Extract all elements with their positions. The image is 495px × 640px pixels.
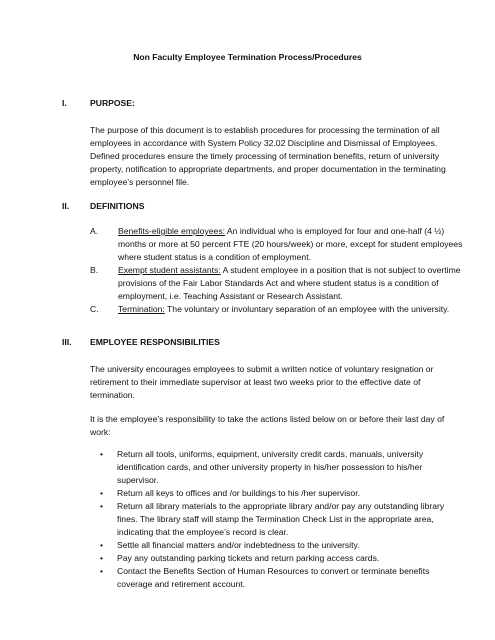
section-title: EMPLOYEE RESPONSIBILITIES <box>90 337 220 347</box>
section-number: I. <box>62 98 67 108</box>
list-item <box>100 552 465 565</box>
definition-marker: B. <box>90 265 99 275</box>
definition-marker: A. <box>90 226 99 236</box>
definition-marker: C. <box>90 304 99 314</box>
list-item <box>100 487 465 500</box>
definition-term: Benefits-eligible employees: <box>118 226 226 236</box>
section-definitions-heading <box>62 200 144 213</box>
list-item-text: Return all tools, uniforms, equipment, university credit cards, manuals, university identification cards, and other university property in his/her possession to his/her supervisor. <box>117 449 424 485</box>
section-title: DEFINITIONS <box>90 201 145 211</box>
definition-item <box>90 225 465 264</box>
bullet-icon: • <box>100 449 104 459</box>
list-item-text: Settle all financial matters and/or indebtedness to the university. <box>117 540 360 550</box>
section-number: III. <box>62 337 72 347</box>
definition-item <box>90 303 465 316</box>
definition-text: An individual who is employed for four and one-half (4 ½) months or more at 50 percent FTE (20 hours/week) or more, except for student employees where student status is a condition of employment. <box>118 226 463 262</box>
section-purpose-heading <box>62 97 135 110</box>
list-item <box>100 565 465 591</box>
definition-term: Termination: <box>118 304 165 314</box>
section-number: II. <box>62 201 70 211</box>
definition-term: Exempt student assistants: <box>118 265 221 275</box>
list-item <box>100 539 465 552</box>
list-item <box>100 500 465 539</box>
responsibilities-paragraph-2: It is the employee’s responsibility to take the actions listed below on or before their last day of work: <box>90 414 445 437</box>
purpose-paragraph: The purpose of this document is to establish procedures for processing the termination of all employees in accordance with System Policy 32.02 Discipline and Dismissal of Employees. Defined procedures ensure the timely processing of termination benefits, return of university property, notification to appropriate departments, and proper documentation in the terminating employee’s personnel file. <box>90 125 446 187</box>
responsibilities-paragraph-1: The university encourages employees to submit a written notice of voluntary resignation or retirement to their immediate supervisor at least two weeks prior to the effective date of termination. <box>90 364 434 400</box>
bullet-icon: • <box>100 566 104 576</box>
definition-text: A student employee in a position that is not subject to overtime provisions of the Fair Labor Standards Act and where student status is a condition of employment, i.e. Teaching Assistant or Research Assistant. <box>118 265 461 301</box>
responsibilities-bullet-list <box>100 448 465 591</box>
section-title: PURPOSE: <box>90 98 135 108</box>
definition-item <box>90 264 465 303</box>
list-item-text: Pay any outstanding parking tickets and return parking access cards. <box>117 553 380 563</box>
list-item-text: Return all keys to offices and /or buildings to his /her supervisor. <box>117 488 360 498</box>
list-item <box>100 448 465 487</box>
definition-text: The voluntary or involuntary separation of an employee with the university. <box>164 304 450 314</box>
document-title: Non Faculty Employee Termination Process/Procedures <box>133 52 362 62</box>
definitions-list <box>90 225 465 316</box>
bullet-icon: • <box>100 553 104 563</box>
bullet-icon: • <box>100 501 104 511</box>
list-item-text: Contact the Benefits Section of Human Resources to convert or terminate benefits coverage and retirement account. <box>117 566 430 589</box>
list-item-text: Return all library materials to the appropriate library and/or pay any outstanding library fines. The library staff will stamp the Termination Check List in the appropriate area, indicating that the employee’s record is clear. <box>117 501 445 537</box>
section-responsibilities-heading <box>62 336 220 349</box>
bullet-icon: • <box>100 488 104 498</box>
bullet-icon: • <box>100 540 104 550</box>
